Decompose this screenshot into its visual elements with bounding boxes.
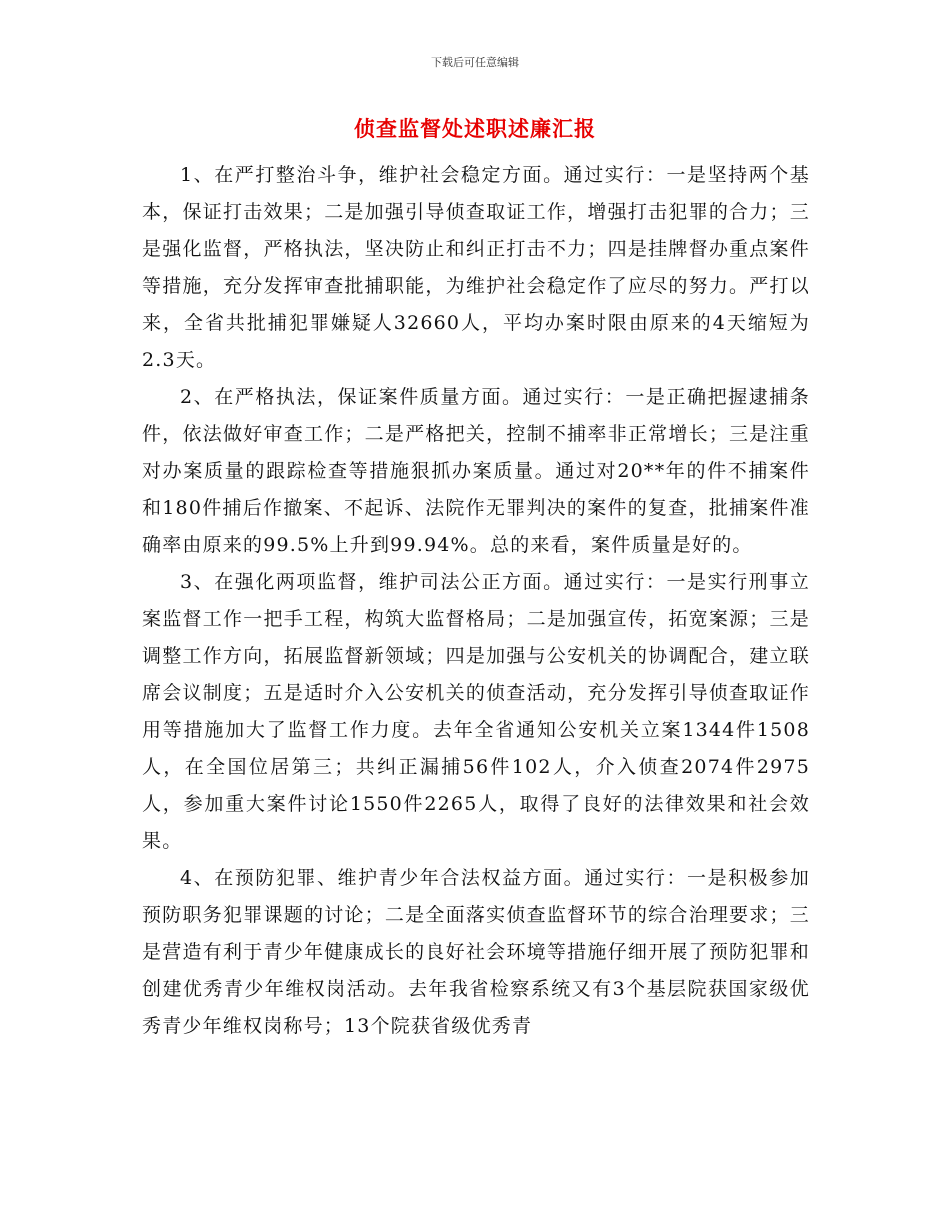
paragraph-2: 2、在严格执法，保证案件质量方面。通过实行：一是正确把握逮捕条件，依法做好审查工作；二是严格把关，控制不捕率非正常增长；三是注重对办案质量的跟踪检查等措施狠抓办案质量。通过对20**年的件不捕案件和180件捕后作撤案、不起诉、法院作无罪判决的案件的复查，批捕案件准确率由原来的99.5%上升到99.94%。总的来看，案件质量是好的。 (142, 386, 810, 556)
paragraph-4: 4、在预防犯罪、维护青少年合法权益方面。通过实行：一是积极参加预防职务犯罪课题的讨论；二是全面落实侦查监督环节的综合治理要求；三是营造有利于青少年健康成长的良好社会环境等措施仔细开展了预防犯罪和创建优秀青少年维权岗活动。去年我省检察系统又有3个基层院获国家级优秀青少年维权岗称号；13个院获省级优秀青 (142, 867, 810, 1037)
document-body (142, 157, 810, 1045)
header-note: 下载后可任意编辑 (431, 56, 519, 69)
document-title: 侦查监督处述职述廉汇报 (354, 116, 596, 141)
paragraph-1: 1、在严打整治斗争，维护社会稳定方面。通过实行：一是坚持两个基本，保证打击效果；二是加强引导侦查取证工作，增强打击犯罪的合力；三是强化监督，严格执法，坚决防止和纠正打击不力；四是挂牌督办重点案件等措施，充分发挥审查批捕职能，为维护社会稳定作了应尽的努力。严打以来，全省共批捕犯罪嫌疑人32660人，平均办案时限由原来的4天缩短为2.3天。 (142, 164, 810, 371)
paragraph-3: 3、在强化两项监督，维护司法公正方面。通过实行：一是实行刑事立案监督工作一把手工程，构筑大监督格局；二是加强宣传，拓宽案源；三是调整工作方向，拓展监督新领域；四是加强与公安机关的协调配合，建立联席会议制度；五是适时介入公安机关的侦查活动，充分发挥引导侦查取证作用等措施加大了监督工作力度。去年全省通知公安机关立案1344件1508人，在全国位居第三；共纠正漏捕56件102人，介入侦查2074件2975人，参加重大案件讨论1550件2265人，取得了良好的法律效果和社会效果。 (142, 571, 810, 852)
